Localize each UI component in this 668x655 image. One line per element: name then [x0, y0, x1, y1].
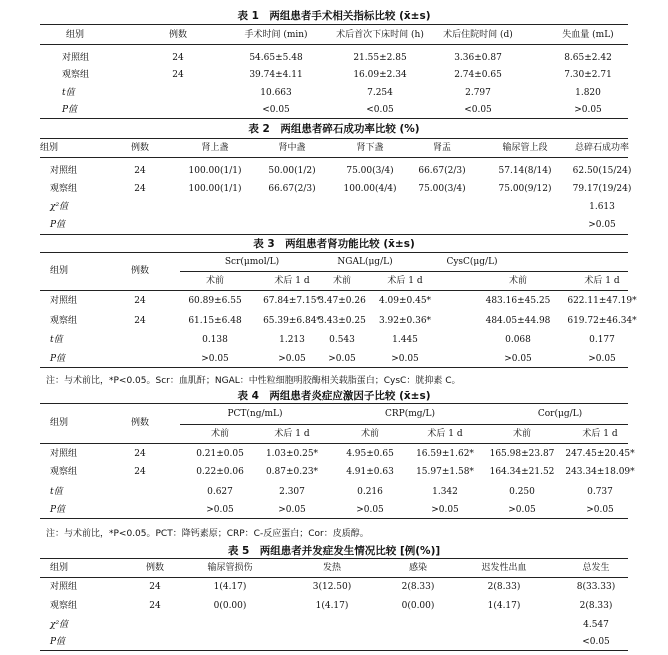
table1-header: 手术时间 (min) [244, 30, 308, 40]
table-rule [40, 518, 628, 519]
table5-header: 发热 [322, 563, 342, 573]
table2-header: 肾上盏 [201, 143, 229, 153]
table4-subheader: 术后 1 d [274, 429, 310, 439]
table-cell: 100.00(1/1) [188, 184, 242, 194]
table-cell: 24 [134, 316, 146, 326]
table-cell: 3.36±0.87 [454, 53, 502, 63]
table5-header: 总发生 [582, 563, 610, 573]
group-rule [430, 271, 628, 272]
table-cell: <0.05 [582, 637, 610, 647]
table2-header: 肾盂 [432, 143, 452, 153]
table-rule [40, 157, 628, 158]
table-cell: 2.797 [465, 88, 491, 98]
table-cell: 61.15±6.48 [188, 316, 242, 326]
table1-header: 术后首次下床时间 (h) [336, 30, 424, 40]
table-cell: 0.177 [589, 335, 615, 345]
table-cell: >0.05 [391, 354, 419, 364]
table-cell: 24 [134, 184, 146, 194]
table-cell: 164.34±21.52 [489, 467, 555, 477]
table-cell: 243.34±18.09* [565, 467, 635, 477]
table-cell: 24 [172, 53, 184, 63]
table-cell: 21.55±2.85 [353, 53, 407, 63]
table-cell: 100.00(1/1) [188, 166, 242, 176]
table-cell: 1.213 [279, 335, 305, 345]
table-cell: >0.05 [201, 354, 229, 364]
row-label: 观察组 [50, 316, 78, 326]
row-label: 观察组 [50, 601, 78, 611]
table4-subheader: 术前 [512, 429, 532, 439]
table-cell: 2(8.33) [579, 601, 613, 611]
table-cell: 3(12.50) [312, 582, 352, 592]
table-cell: 2.307 [279, 487, 305, 497]
table-cell: >0.05 [504, 354, 532, 364]
row-label: 对照组 [50, 166, 78, 176]
table1-title: 表 1 两组患者手术相关指标比较 (x̄±s) [237, 10, 431, 22]
table-cell: 4.91±0.63 [346, 467, 394, 477]
table-cell: >0.05 [431, 505, 459, 515]
row-label: t值 [50, 487, 63, 497]
table-cell: >0.05 [206, 505, 234, 515]
row-label: 对照组 [50, 449, 78, 459]
table4-title: 表 4 两组患者炎症应激因子比较 (x̄±s) [237, 390, 431, 402]
table-cell: 24 [134, 296, 146, 306]
table-cell: 484.05±44.98 [485, 316, 551, 326]
table1-header: 例数 [168, 30, 188, 40]
table-cell: 50.00(1/2) [268, 166, 316, 176]
table-cell: 24 [149, 582, 161, 592]
table5-header: 例数 [145, 563, 165, 573]
table-cell: 1(4.17) [487, 601, 521, 611]
table-cell: 1.03±0.25* [265, 449, 319, 459]
group-rule [180, 424, 330, 425]
table-rule [40, 367, 628, 368]
group-rule [180, 271, 330, 272]
table-cell: 1.342 [432, 487, 458, 497]
table1-header: 失血量 (mL) [562, 30, 614, 40]
row-label: 观察组 [62, 70, 90, 80]
table-cell: 16.09±2.34 [353, 70, 407, 80]
table-cell: 0(0.00) [401, 601, 435, 611]
table3-subheader: 术后 1 d [274, 276, 310, 286]
table-rule [40, 577, 628, 578]
table-cell: 60.89±6.55 [188, 296, 242, 306]
table-cell: <0.05 [464, 105, 492, 115]
table-cell: 100.00(4/4) [343, 184, 397, 194]
table-cell: 0.737 [587, 487, 613, 497]
table-cell: >0.05 [328, 354, 356, 364]
table2-header: 肾下盏 [356, 143, 384, 153]
table3-subheader: 术前 [332, 276, 352, 286]
table3-header: 例数 [130, 266, 150, 276]
table-cell: 3.47±0.26 [318, 296, 366, 306]
table2-header: 总碎石成功率 [574, 143, 630, 153]
table4-group-header: CRP(mg/L) [384, 409, 436, 419]
table-cell: 0.21±0.05 [196, 449, 244, 459]
table-cell: 79.17(19/24) [572, 184, 632, 194]
row-label: 观察组 [50, 467, 78, 477]
table-cell: 67.84±7.15* [263, 296, 321, 306]
table3-header: 组别 [50, 266, 69, 276]
table-cell: 4.95±0.65 [346, 449, 394, 459]
table-cell: 65.39±6.84* [263, 316, 321, 326]
table-cell: 24 [172, 70, 184, 80]
table-cell: 75.00(3/4) [418, 184, 466, 194]
table-cell: 75.00(9/12) [498, 184, 552, 194]
table-cell: 1.820 [575, 88, 601, 98]
table5-header: 组别 [50, 563, 69, 573]
table2-header: 组别 [40, 143, 59, 153]
row-label: 对照组 [50, 296, 78, 306]
row-label: P值 [50, 505, 66, 515]
table-cell: >0.05 [508, 505, 536, 515]
table-cell: 0.22±0.06 [196, 467, 244, 477]
table-cell: 39.74±4.11 [249, 70, 303, 80]
table-cell: 0.138 [202, 335, 228, 345]
table-cell: 54.65±5.48 [249, 53, 303, 63]
table-cell: 483.16±45.25 [485, 296, 551, 306]
table-cell: 0.87±0.23* [265, 467, 319, 477]
table-cell: 619.72±46.34* [567, 316, 637, 326]
table2-header: 例数 [130, 143, 150, 153]
table-cell: 3.43±0.25 [318, 316, 366, 326]
table3-group-header: Scr(μmol/L) [224, 257, 280, 267]
table3-subheader: 术后 1 d [584, 276, 620, 286]
table3-subheader: 术前 [508, 276, 528, 286]
table-cell: 4.09±0.45* [378, 296, 432, 306]
table-cell: >0.05 [588, 354, 616, 364]
table-rule [40, 44, 628, 45]
row-label: t值 [50, 335, 63, 345]
group-rule [330, 424, 488, 425]
table1-header: 术后住院时间 (d) [443, 30, 513, 40]
table3-subheader: 术前 [205, 276, 225, 286]
table-cell: 2(8.33) [487, 582, 521, 592]
table-cell: 7.254 [367, 88, 393, 98]
table-cell: 2.74±0.65 [454, 70, 502, 80]
table-cell: 247.45±20.45* [565, 449, 635, 459]
table-cell: 66.67(2/3) [418, 166, 466, 176]
table-rule [40, 234, 628, 235]
group-rule [488, 424, 628, 425]
table2-header: 输尿管上段 [502, 143, 548, 153]
table3-footnote: 注：与术前比，*P<0.05。Scr：血肌酐；NGAL：中性粒细胞明胶酶相关载脂蛋白；CysC：胱抑素 C。 [46, 376, 461, 386]
table-cell: 2(8.33) [401, 582, 435, 592]
table-cell: 622.11±47.19* [567, 296, 637, 306]
row-label: 对照组 [62, 53, 90, 63]
table-cell: >0.05 [278, 354, 306, 364]
table5-header: 迟发性出血 [481, 563, 527, 573]
table-cell: <0.05 [366, 105, 394, 115]
table-rule [40, 558, 628, 559]
table3-subheader: 术后 1 d [387, 276, 423, 286]
table-cell: 0.627 [207, 487, 233, 497]
row-label: P值 [62, 105, 78, 115]
table-cell: 66.67(2/3) [268, 184, 316, 194]
table5-title: 表 5 两组患者并发症发生情况比较 [例(%)] [227, 545, 441, 557]
row-label: χ²值 [50, 202, 69, 212]
row-label: 对照组 [50, 582, 78, 592]
table-cell: 16.59±1.62* [416, 449, 474, 459]
table-cell: 62.50(15/24) [572, 166, 632, 176]
table-cell: 3.92±0.36* [378, 316, 432, 326]
table-cell: 0.068 [505, 335, 531, 345]
table-cell: 24 [134, 467, 146, 477]
row-label: χ²值 [50, 620, 69, 630]
table5-header: 感染 [408, 563, 428, 573]
row-label: P值 [50, 220, 66, 230]
table4-header: 组别 [50, 418, 69, 428]
table-cell: >0.05 [356, 505, 384, 515]
table-cell: 1(4.17) [213, 582, 247, 592]
table3-title: 表 3 两组患者肾功能比较 (x̄±s) [253, 238, 415, 250]
table-cell: 1.613 [589, 202, 615, 212]
table5-header: 输尿管损伤 [207, 563, 253, 573]
table-cell: 24 [134, 449, 146, 459]
row-label: P值 [50, 637, 66, 647]
table4-subheader: 术前 [360, 429, 380, 439]
table-rule [40, 650, 628, 651]
row-label: t值 [62, 88, 75, 98]
table4-group-header: Cor(μg/L) [537, 409, 583, 419]
table-cell: 0.543 [329, 335, 355, 345]
table-cell: 75.00(3/4) [346, 166, 394, 176]
table-cell: 24 [134, 166, 146, 176]
table-cell: 0(0.00) [213, 601, 247, 611]
table-cell: 24 [149, 601, 161, 611]
table-cell: 165.98±23.87 [489, 449, 555, 459]
table4-subheader: 术后 1 d [427, 429, 463, 439]
table-rule [40, 403, 628, 404]
table-cell: 57.14(8/14) [498, 166, 552, 176]
table3-group-header: NGAL(μg/L) [337, 257, 393, 267]
table-cell: >0.05 [586, 505, 614, 515]
table-rule [40, 24, 628, 25]
table4-group-header: PCT(ng/mL) [227, 409, 283, 419]
table-cell: >0.05 [588, 220, 616, 230]
table-cell: >0.05 [574, 105, 602, 115]
table-rule [40, 443, 628, 444]
table-cell: >0.05 [278, 505, 306, 515]
row-label: 观察组 [50, 184, 78, 194]
table4-header: 例数 [130, 418, 150, 428]
table-cell: 15.97±1.58* [416, 467, 474, 477]
table-rule [40, 290, 628, 291]
table3-group-header: CysC(μg/L) [446, 257, 498, 267]
table-cell: 8.65±2.42 [564, 53, 612, 63]
table-rule [40, 252, 628, 253]
table-cell: 4.547 [583, 620, 609, 630]
table-cell: 0.250 [509, 487, 535, 497]
group-rule [330, 271, 430, 272]
row-label: P值 [50, 354, 66, 364]
table-rule [40, 118, 628, 119]
table2-header: 肾中盏 [278, 143, 306, 153]
table4-subheader: 术前 [210, 429, 230, 439]
table-cell: 0.216 [357, 487, 383, 497]
table-cell: 1(4.17) [315, 601, 349, 611]
table4-subheader: 术后 1 d [582, 429, 618, 439]
table-cell: 8(33.33) [576, 582, 616, 592]
table-cell: <0.05 [262, 105, 290, 115]
table-rule [40, 138, 628, 139]
table-cell: 10.663 [260, 88, 292, 98]
table-cell: 1.445 [392, 335, 418, 345]
table2-title: 表 2 两组患者碎石成功率比较 (%) [248, 123, 420, 135]
table-cell: 7.30±2.71 [564, 70, 612, 80]
table4-footnote: 注：与术前比，*P<0.05。PCT：降钙素原；CRP：C-反应蛋白；Cor：皮质醇。 [46, 529, 369, 539]
table1-header: 组别 [65, 30, 85, 40]
